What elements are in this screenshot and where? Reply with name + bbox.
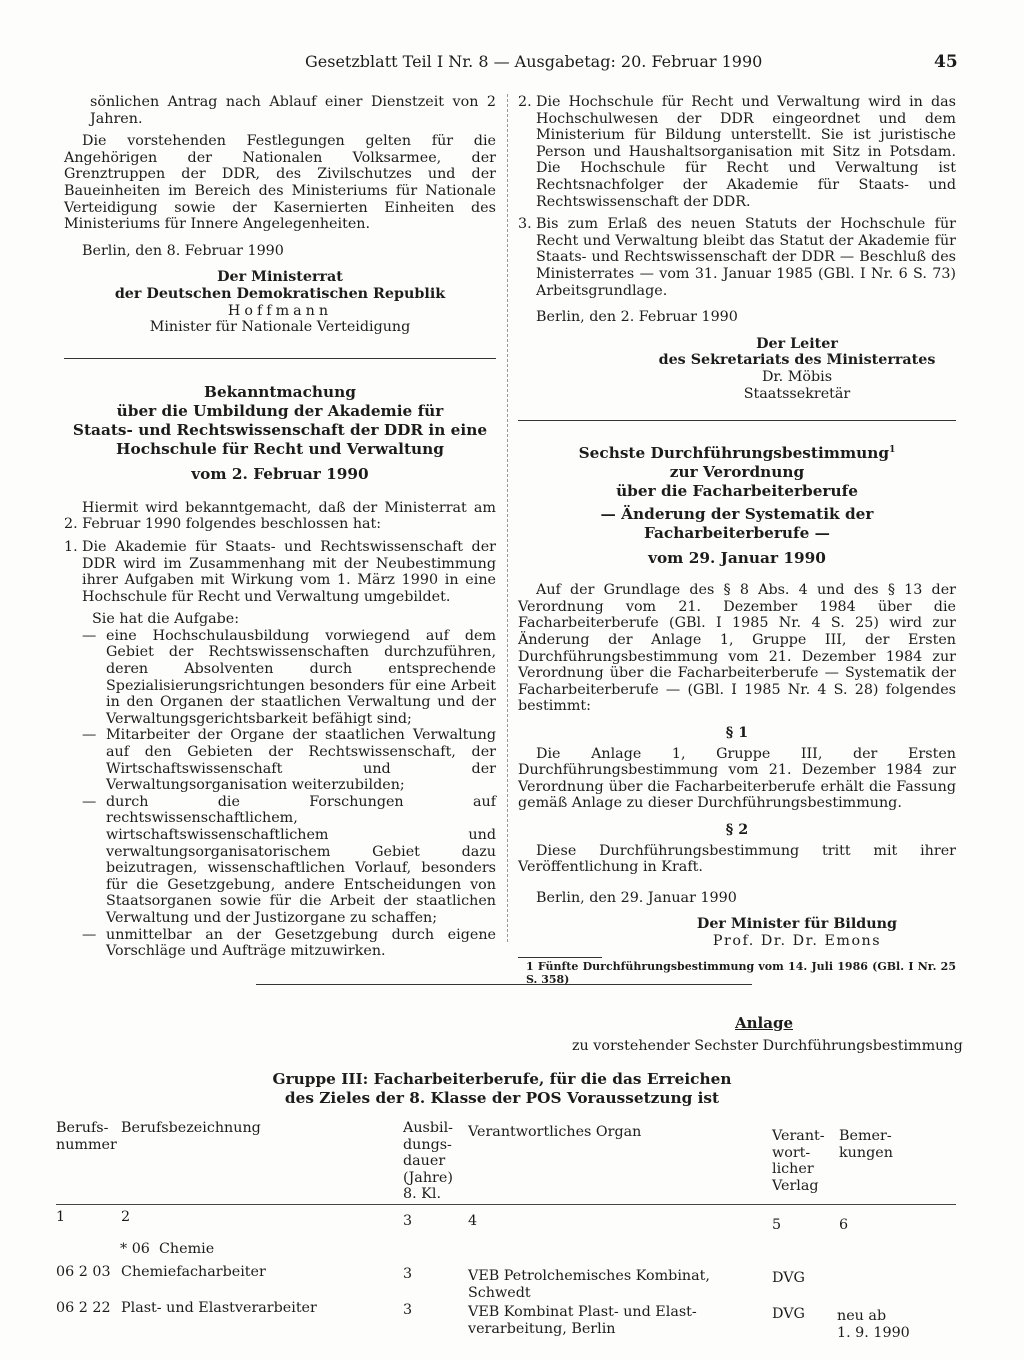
section-heading-1: § 1 bbox=[725, 724, 749, 741]
header-text: Verant- bbox=[772, 1128, 825, 1144]
column-divider bbox=[507, 94, 509, 942]
title-date: vom 29. Januar 1990 bbox=[648, 549, 826, 568]
header-text: (Jahre) bbox=[403, 1169, 453, 1186]
title-line: zur Verordnung bbox=[669, 463, 805, 482]
signature-block-3 bbox=[518, 916, 956, 949]
header-text: kungen bbox=[839, 1144, 893, 1161]
footnote: 1 Fünfte Durchführungsbestimmung vom 14. Juli 1986 (GBl. I Nr. 25 S. 358) bbox=[526, 960, 956, 987]
task-item bbox=[82, 794, 496, 927]
section-heading-2: § 2 bbox=[725, 821, 749, 838]
header-text: 8. Kl. bbox=[403, 1186, 441, 1203]
table-header-rule bbox=[56, 1204, 956, 1205]
announcement-title bbox=[64, 383, 496, 484]
signature-body-line2: der Deutschen Demokratischen Republik bbox=[114, 285, 446, 302]
task-item bbox=[82, 927, 496, 960]
header-text: Ausbil- bbox=[403, 1120, 453, 1136]
appendix-rule bbox=[256, 984, 752, 985]
right-column bbox=[518, 94, 956, 986]
signature-body-line2: des Sekretariats des Ministerrates bbox=[658, 352, 936, 369]
title-line: — Änderung der Systematik der Facharbeiterberufe — bbox=[600, 505, 874, 543]
header-berufsbezeichnung bbox=[121, 1120, 261, 1137]
signature-role: Minister für Nationale Verteidigung bbox=[149, 319, 411, 336]
header-text: Berufsbezeichnung bbox=[121, 1120, 261, 1136]
cell-verlag: DVG bbox=[772, 1270, 805, 1286]
header-text: nummer bbox=[56, 1136, 117, 1153]
section-rule bbox=[64, 358, 496, 359]
cell-dauer: 3 bbox=[403, 1302, 413, 1318]
dash-marker: — bbox=[82, 926, 97, 943]
organ-line: Schwedt bbox=[468, 1284, 531, 1301]
signature-body: Der Minister für Bildung bbox=[696, 916, 898, 933]
item-text: Die Akademie für Staats- und Rechtswissenschaft der DDR wird im Zusammenhang mit der Neubestimmung ihrer Aufgaben mit Wirkung vom 1. März 1990 in eine Hochschule für Recht und Verwaltung umgebildet. bbox=[82, 538, 496, 605]
paragraph-scope: Die vorstehenden Festlegungen gelten für die Angehörigen der Nationalen Volksarmee, der Grenztruppen der DDR, des Zivilschutzes und der Baueinheiten im Bereich des Ministeriums für Nationale Verteidigung sowie der Kasernierten Einheiten des Ministeriums für Innere Angelegenheiten. bbox=[64, 133, 496, 233]
table-header bbox=[56, 1120, 956, 1202]
cell-verlag: DVG bbox=[772, 1306, 805, 1322]
task-intro: Sie hat die Aufgabe: bbox=[92, 611, 240, 628]
numbered-item-1 bbox=[64, 539, 496, 605]
col-number: 6 bbox=[839, 1217, 849, 1233]
signature-role: Staatssekretär bbox=[743, 385, 851, 402]
numbered-item-2 bbox=[518, 94, 956, 210]
remark-line: neu ab bbox=[837, 1308, 887, 1324]
signature-body: Der Leiter bbox=[756, 335, 838, 352]
dash-marker: — bbox=[82, 793, 97, 810]
remark-line: 1. 9. 1990 bbox=[837, 1324, 910, 1341]
table-row bbox=[56, 1300, 956, 1342]
header-verlag bbox=[772, 1128, 825, 1194]
appendix-subtitle: zu vorstehender Sechster Durchführungsbestimmung bbox=[572, 1038, 963, 1054]
item-number: 1. bbox=[64, 538, 78, 555]
col-number: 5 bbox=[772, 1217, 782, 1233]
organ-line: VEB Petrolchemisches Kombinat, bbox=[468, 1268, 710, 1284]
footnote-marker: 1 bbox=[889, 445, 896, 456]
page-header bbox=[0, 52, 1024, 74]
cell-bezeichnung: Plast- und Elastverarbeiter bbox=[121, 1300, 317, 1316]
header-text: dungs- bbox=[403, 1136, 452, 1153]
cell-nummer: 06 2 03 bbox=[56, 1264, 111, 1280]
column-numbers-row bbox=[56, 1209, 956, 1233]
table-row bbox=[56, 1264, 956, 1301]
header-text: Verantwortliches Organ bbox=[468, 1124, 642, 1140]
regulation-intro: Auf der Grundlage des § 8 Abs. 4 und des § 13 der Verordnung vom 21. Dezember 1984 über die Facharbeiterberufe (GBl. I 1985 Nr. 4 S. 25) wird zur Änderung der Anlage 1, Gruppe III, der Ersten Durchführungsbestimmung vom 21. Dezember 1984 zur Verordnung über die Facharbeiterberufe — Systematik der Facharbeiterberufe — (GBl. I 1985 Nr. 4 S. 28) folgendes bestimmt: bbox=[518, 582, 956, 715]
header-ausbildungsdauer bbox=[403, 1120, 453, 1203]
item-text: Die Hochschule für Recht und Verwaltung wird in das Hochschulwesen der DDR eingeordnet und dem Ministerium für Bildung unterstellt. Sie ist juristische Person und Haushaltsorganisation mit Sitz in Potsdam. Die Hochschule für Recht und Verwaltung ist Rechtsnachfolger der Akademie für Staats- und Rechtswissenschaft der DDR. bbox=[536, 94, 956, 210]
signature-block-1 bbox=[64, 269, 496, 335]
task-item bbox=[82, 628, 496, 728]
dash-marker: — bbox=[82, 627, 97, 644]
section-rule bbox=[518, 420, 956, 421]
section-text-2: Diese Durchführungsbestimmung tritt mit ihrer Veröffentlichung in Kraft. bbox=[518, 842, 956, 876]
title-line: über die Facharbeiterberufe bbox=[616, 482, 858, 501]
group-title-line: des Zieles der 8. Klasse der POS Voraussetzung ist bbox=[284, 1089, 720, 1107]
organ-line: VEB Kombinat Plast- und Elast- bbox=[468, 1304, 697, 1320]
cell-organ bbox=[468, 1268, 710, 1301]
cell-nummer: 06 2 22 bbox=[56, 1300, 111, 1316]
col-number: 3 bbox=[403, 1213, 413, 1229]
header-text: Berufs- bbox=[56, 1120, 109, 1136]
place-date-2: Berlin, den 2. Februar 1990 bbox=[536, 309, 738, 326]
title-text: Sechste Durchführungsbestimmung bbox=[578, 444, 890, 463]
group-title bbox=[256, 1070, 748, 1108]
task-item bbox=[82, 727, 496, 793]
title-date: vom 2. Februar 1990 bbox=[191, 464, 369, 483]
cell-dauer: 3 bbox=[403, 1266, 413, 1282]
header-text: dauer bbox=[403, 1153, 446, 1170]
footnote-rule bbox=[518, 957, 602, 958]
item-number: 2. bbox=[518, 94, 532, 110]
cell-bezeichnung: Chemiefacharbeiter bbox=[121, 1264, 266, 1280]
col-number: 4 bbox=[468, 1213, 478, 1229]
title-line: Staats- und Rechtswissenschaft der DDR in eine bbox=[72, 420, 488, 439]
organ-line: verarbeitung, Berlin bbox=[468, 1320, 616, 1337]
regulation-title bbox=[518, 441, 956, 568]
task-text: Mitarbeiter der Organe der staatlichen Verwaltung auf den Gebieten der Rechtswissenschaft, der Wirtschaftswissenschaft und der Verwaltungsorganisation weiterzubilden; bbox=[106, 727, 496, 794]
signature-name: Dr. Möbis bbox=[761, 368, 833, 385]
appendix-label: Anlage bbox=[735, 1014, 793, 1032]
cell-organ bbox=[468, 1304, 697, 1337]
gazette-header-line: Gesetzblatt Teil I Nr. 8 — Ausgabetag: 20. Februar 1990 bbox=[305, 52, 763, 71]
numbered-item-3 bbox=[518, 216, 956, 299]
section-text-1: Die Anlage 1, Gruppe III, der Ersten Durchführungsbestimmung vom 21. Dezember 1984 zur Verordnung über die Facharbeiterberufe erhält die Fassung gemäß Anlage zu dieser Durchführungsbestimmung. bbox=[518, 745, 956, 812]
group-title-line: Gruppe III: Facharbeiterberufe, für die das Erreichen bbox=[272, 1070, 732, 1088]
place-date-1: Berlin, den 8. Februar 1990 bbox=[82, 242, 284, 259]
header-text: Verlag bbox=[772, 1177, 819, 1194]
cell-bemerkung bbox=[837, 1308, 910, 1341]
group-label: * 06 Chemie bbox=[120, 1241, 215, 1257]
announcement-intro: Hiermit wird bekanntgemacht, daß der Ministerrat am 2. Februar 1990 folgendes beschlossen hat: bbox=[64, 499, 496, 533]
title-line: Hochschule für Recht und Verwaltung bbox=[116, 439, 444, 458]
col-number: 1 bbox=[56, 1209, 66, 1225]
item-number: 3. bbox=[518, 216, 532, 233]
col-number: 2 bbox=[121, 1209, 131, 1225]
item-text: Bis zum Erlaß des neuen Statuts der Hochschule für Recht und Verwaltung bleibt das Statut der Akademie für Staats- und Rechtswissenschaft der DDR — Beschluß des Ministerrates — vom 31. Januar 1985 (GBl. I Nr. 6 S. 73) Arbeitsgrundlage. bbox=[536, 216, 956, 299]
signature-block-2 bbox=[518, 336, 956, 402]
continuation-text: sönlichen Antrag nach Ablauf einer Dienstzeit von 2 Jahren. bbox=[90, 94, 496, 127]
header-text: wort- bbox=[772, 1144, 811, 1161]
page-number: 45 bbox=[934, 52, 958, 72]
header-bemerkungen bbox=[839, 1128, 893, 1161]
title-line: über die Umbildung der Akademie für bbox=[116, 401, 444, 420]
task-text: eine Hochschulausbildung vorwiegend auf dem Gebiet der Rechtswissenschaften durchzuführen, deren Absolventen durch entsprechende Spezialisierungsrichtungen besonders für eine Arbeit in den Organen der staatlichen Verwaltung und der Verwaltungsgerichtsbarkeit befähigt sind; bbox=[106, 627, 496, 727]
signature-name: Prof. Dr. Dr. Emons bbox=[712, 932, 882, 949]
title-line: Bekanntmachung bbox=[204, 382, 356, 401]
dash-marker: — bbox=[82, 727, 97, 744]
left-column bbox=[64, 94, 496, 960]
place-date-3: Berlin, den 29. Januar 1990 bbox=[536, 889, 737, 906]
task-text: unmittelbar an der Gesetzgebung durch eigene Vorschläge und Aufträge mitzuwirken. bbox=[106, 926, 496, 960]
signature-name: Hoffmann bbox=[227, 302, 333, 319]
title-line bbox=[518, 441, 956, 463]
signature-body: Der Ministerrat bbox=[217, 269, 343, 286]
header-text: Bemer- bbox=[839, 1128, 892, 1144]
header-text: licher bbox=[772, 1161, 814, 1178]
header-berufsnummer bbox=[56, 1120, 117, 1153]
task-text: durch die Forschungen auf rechtswissenschaftlichem, wirtschaftswissenschaftlichem und verwaltungsorganisatorischem Gebiet dazu beizutragen, wissenschaftlichen Vorlauf, besonders für die Gesetzgebung, andere Entscheidungen von Staatsorganen sowie für die Arbeit der staatlichen Verwaltung und der Justizorgane zu schaffen; bbox=[106, 793, 496, 926]
group-row bbox=[56, 1241, 956, 1259]
header-organ bbox=[468, 1124, 641, 1141]
